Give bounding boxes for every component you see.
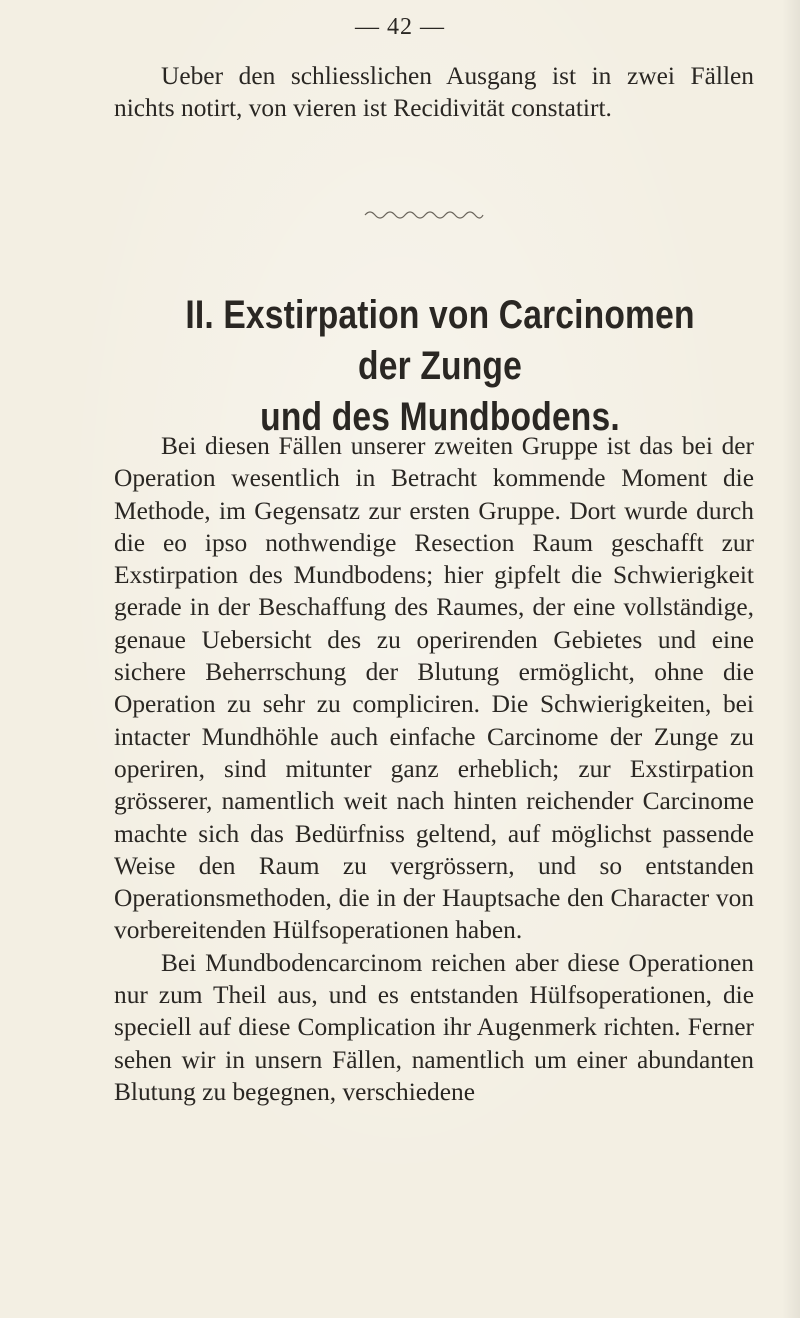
intro-text [114, 60, 754, 125]
page-number: — 42 — [355, 14, 445, 40]
section-heading-line-2: und des Mundbodens. [260, 395, 620, 439]
section-heading-line-1: II. Exstirpation von Carcinomen der Zunge [185, 293, 695, 388]
page-edge-shadow [782, 0, 800, 1318]
intro-paragraph: Ueber den schliesslichen Ausgang ist in zwei Fällen nichts notirt, von vieren ist Recidivität constatirt. [114, 62, 754, 123]
wavy-divider-icon [363, 206, 485, 222]
body-paragraph-1: Bei diesen Fällen unserer zweiten Gruppe ist das bei der Operation wesentlich in Betracht kommende Moment die Methode, im Gegensatz zur ersten Gruppe. Dort wurde durch die eo ipso nothwendige Resection Raum geschafft zur Exstirpation des Mundbodens; hier gipfelt die Schwierigkeit gerade in der Beschaffung des Raumes, der eine vollständige, genaue Uebersicht des zu operirenden Gebietes und eine sichere Beherrschung der Blutung ermöglicht, ohne die Operation zu sehr zu compliciren. Die Schwierigkeiten, bei intacter Mundhöhle auch einfache Carcinome der Zunge zu operiren, sind mitunter ganz erheblich; zur Exstirpation grösserer, namentlich weit nach hinten reichender Carcinome machte sich das Bedürfniss geltend, auf möglichst passende Weise den Raum zu vergrössern, und so entstanden Operationsmethoden, die in der Hauptsache den Character von vorbereitenden Hülfsoperationen haben. [114, 432, 754, 945]
body-paragraph-2: Bei Mundbodencarcinom reichen aber diese Operationen nur zum Theil aus, und es entstanden Hülfsoperationen, die speciell auf diese Complication ihr Augenmerk richten. Ferner sehen wir in unsern Fällen, namentlich um einer abundanten Blutung zu begegnen, verschiedene [114, 948, 754, 1106]
body-text [114, 430, 754, 1108]
section-heading [171, 290, 709, 443]
